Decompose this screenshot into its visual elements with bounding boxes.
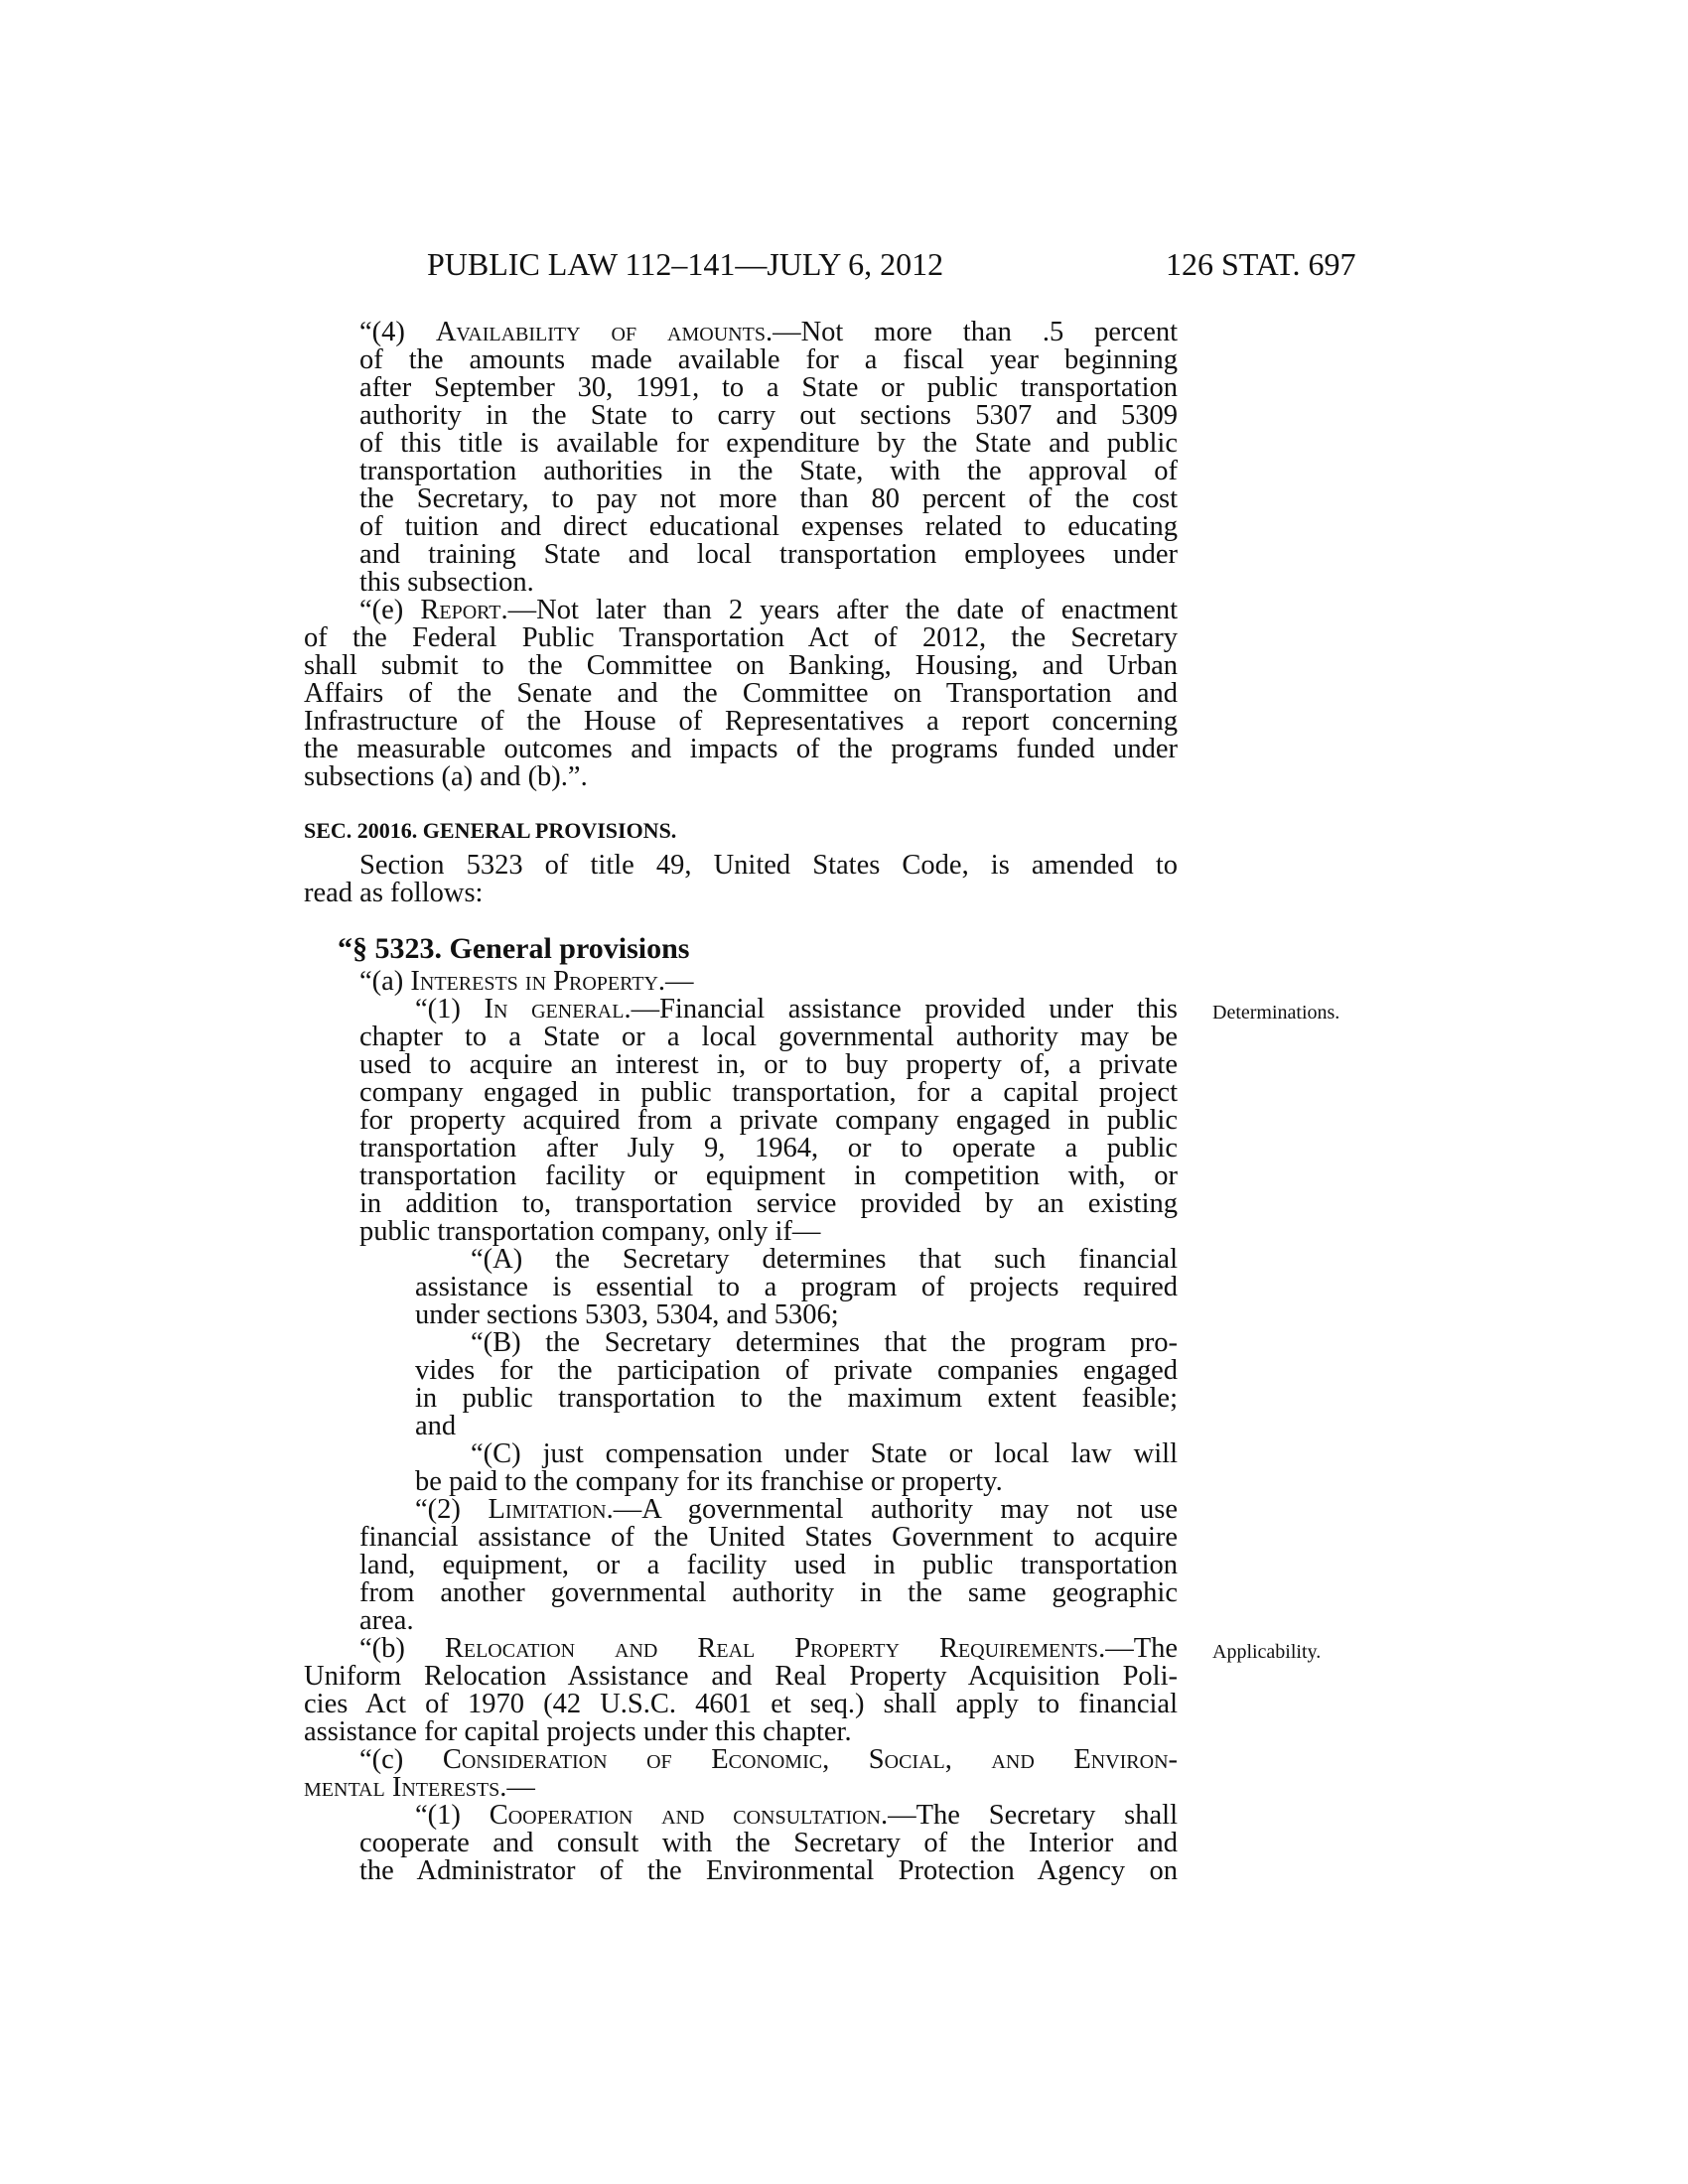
para4-line-6: transportation authorities in the State, with the approval of	[359, 456, 1178, 486]
a1-line-7: transportation facility or equipment in competition with, or	[359, 1160, 1178, 1191]
a1-line-2: chapter to a State or a local governmental authority may be	[359, 1022, 1178, 1052]
a2-line-4: from another governmental authority in the same geographic	[359, 1577, 1178, 1608]
para4-line-9: and training State and local transportation employees under	[359, 539, 1178, 570]
a2-line-3: land, equipment, or a facility used in public transportation	[359, 1550, 1178, 1580]
sub-c-line-1: “(c) Consideration of Economic, Social, and Environ-	[359, 1744, 1179, 1775]
running-header-page-ref: 126 STAT. 697	[1166, 246, 1356, 282]
para-e-line-3: shall submit to the Committee on Banking, Housing, and Urban	[304, 650, 1178, 681]
a1-line-5: for property acquired from a private company engaged in public	[359, 1105, 1178, 1136]
para-e-line-2: of the Federal Public Transportation Act of 2012, the Secretary	[304, 622, 1178, 653]
para4-line-2: of the amounts made available for a fiscal year beginning	[359, 344, 1178, 375]
c1-line-1: “(1) Cooperation and consultation.—The Secretary shall	[415, 1800, 1178, 1831]
a1B-line-2: vides for the participation of private companies engaged	[415, 1355, 1178, 1386]
margin-note-applicability: Applicability.	[1212, 1641, 1322, 1663]
a1C-line-1: “(C) just compensation under State or local law will	[471, 1438, 1178, 1469]
para-e-line-1: “(e) Report.—Not later than 2 years after the date of enactment	[359, 595, 1178, 625]
margin-note-determinations: Determinations.	[1212, 1002, 1340, 1024]
sub-b-line-2: Uniform Relocation Assistance and Real Property Acquisition Poli-	[304, 1661, 1178, 1692]
sub-b-line-1: “(b) Relocation and Real Property Requirements.—The	[359, 1633, 1178, 1664]
sub-c-line-2: mental Interests.—	[304, 1772, 535, 1803]
c1-line-2: cooperate and consult with the Secretary of the Interior and	[359, 1828, 1178, 1858]
a1-line-3: used to acquire an interest in, or to buy property of, a private	[359, 1049, 1178, 1080]
a2-line-5: area.	[359, 1605, 414, 1636]
sec-intro-line-1: Section 5323 of title 49, United States Code, is amended to	[359, 850, 1178, 881]
a1-line-9: public transportation company, only if—	[359, 1216, 821, 1247]
a1-line-8: in addition to, transportation service provided by an existing	[359, 1188, 1178, 1219]
section-title: “§ 5323. General provisions	[338, 932, 690, 965]
para-e-line-5: Infrastructure of the House of Representatives a report concerning	[304, 706, 1178, 737]
running-header-title: PUBLIC LAW 112–141—JULY 6, 2012	[427, 246, 944, 282]
a1-line-4: company engaged in public transportation, for a capital project	[359, 1077, 1178, 1108]
a2-line-1: “(2) Limitation.—A governmental authority may not use	[415, 1494, 1178, 1525]
a1-line-1: “(1) In general.—Financial assistance provided under this	[415, 994, 1179, 1024]
c1-line-3: the Administrator of the Environmental Protection Agency on	[359, 1855, 1178, 1886]
sub-b-line-3: cies Act of 1970 (42 U.S.C. 4601 et seq.) shall apply to financial	[304, 1689, 1178, 1719]
a1B-line-3: in public transportation to the maximum extent feasible;	[415, 1383, 1178, 1414]
para4-line-10: this subsection.	[359, 567, 534, 598]
sub-a-heading: “(a) Interests in Property.—	[359, 966, 694, 997]
sub-b-line-4: assistance for capital projects under this chapter.	[304, 1716, 852, 1747]
para4-line-7: the Secretary, to pay not more than 80 percent of the cost	[359, 483, 1178, 514]
a1A-line-2: assistance is essential to a program of projects required	[415, 1272, 1178, 1302]
para-e-line-6: the measurable outcomes and impacts of the programs funded under	[304, 734, 1178, 764]
a1C-line-2: be paid to the company for its franchise or property.	[415, 1466, 1003, 1497]
para-e-line-7: subsections (a) and (b).”.	[304, 761, 588, 792]
a1B-line-4: and	[415, 1411, 457, 1441]
a2-line-2: financial assistance of the United States Government to acquire	[359, 1522, 1178, 1553]
a1-line-6: transportation after July 9, 1964, or to operate a public	[359, 1133, 1178, 1163]
a1A-line-1: “(A) the Secretary determines that such financial	[471, 1244, 1178, 1275]
para4-line-5: of this title is available for expenditure by the State and public	[359, 428, 1178, 459]
sec-intro-line-2: read as follows:	[304, 878, 484, 908]
para4-line-8: of tuition and direct educational expenses related to educating	[359, 511, 1178, 542]
para4-line-3: after September 30, 1991, to a State or public transportation	[359, 372, 1178, 403]
para4-line-1: “(4) Availability of amounts.—Not more than .5 percent	[359, 317, 1179, 347]
para-e-line-4: Affairs of the Senate and the Committee on Transportation and	[304, 678, 1178, 709]
section-heading: SEC. 20016. GENERAL PROVISIONS.	[304, 818, 677, 843]
a1A-line-3: under sections 5303, 5304, and 5306;	[415, 1299, 839, 1330]
a1B-line-1: “(B) the Secretary determines that the program pro-	[471, 1327, 1178, 1358]
para4-line-4: authority in the State to carry out sections 5307 and 5309	[359, 400, 1178, 431]
